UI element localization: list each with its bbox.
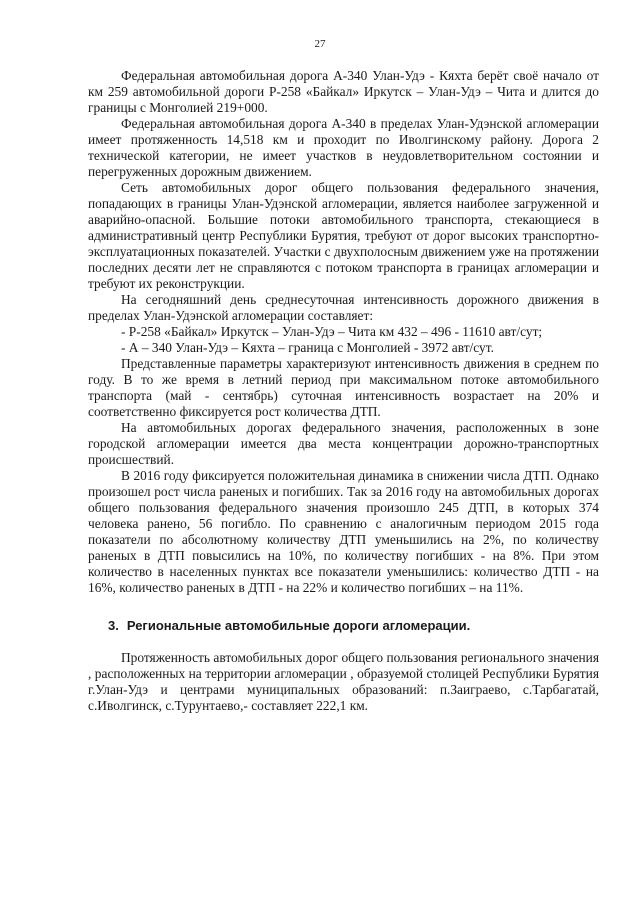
- list-item-a340: - А – 340 Улан-Удэ – Кяхта – граница с Монголией - 3972 авт/сут.: [121, 340, 494, 355]
- paragraph-regional-roads: Протяженность автомобильных дорог общего пользования регионального значения , расположенных на территории агломерации , образуемой столицей Республики Бурятия г.Улан-Удэ и центрами муниципальных образований: п.Заиграево, с.Тарбагатай, с.Иволгинск, с.Турунтаево,- составляет 222,1 км.: [88, 650, 599, 713]
- section-number: 3.: [108, 618, 119, 633]
- paragraph-federal-network: Сеть автомобильных дорог общего пользования федерального значения, попадающих в границы Улан-Удэнской агломерации, является наиболее загруженной и аварийно-опасной. Большие потоки автомобильного транспорта, стекающиеся в административный центр Республики Бурятия, требуют от дорог высоких транспортно-эксплуатационных показателей. Участки с двухполосным движением уже на протяжении последних десяти лет не справляются с потоком транспорта в границах агломерации и требуют их реконструкции.: [88, 180, 599, 291]
- page-number: 27: [314, 38, 326, 50]
- section-title: Региональные автомобильные дороги агломерации.: [126, 618, 471, 633]
- paragraph-a340-origin: Федеральная автомобильная дорога А-340 Улан-Удэ - Кяхта берёт своё начало от км 259 автомобильной дороги Р-258 «Байкал» Иркутск – Улан-Удэ – Чита и длится до границы с Монголией 219+000.: [88, 68, 599, 115]
- paragraph-traffic-intensity: На сегодняшний день среднесуточная интенсивность дорожного движения в пределах Улан-Удэнской агломерации составляет:: [88, 292, 599, 323]
- paragraph-accident-stats: В 2016 году фиксируется положительная динамика в снижении числа ДТП. Однако произошел рост числа раненых и погибших. Так за 2016 году на автомобильных дорогах общего пользования федерального значения произошло 245 ДТП, в которых 374 человека ранено, 56 погибло. По сравнению с аналогичным периодом 2015 года показатели по абсолютному количеству ДТП уменьшились на 2%, по количеству раненых в ДТП повысились на 10%, по количеству погибших - на 8%. При этом количество в населенных пунктах все показатели уменьшились: количество ДТП - на 16%, количество раненых в ДТП - на 22% и количество погибших – на 11%.: [88, 468, 599, 595]
- paragraph-a340-length: Федеральная автомобильная дорога А-340 в пределах Улан-Удэнской агломерации имеет протяженность 14,518 км и проходит по Иволгинскому району. Дорога 2 технической категории, не имеет участков в неудовлетворительном состоянии и перегруженных дорожным движением.: [88, 116, 599, 179]
- paragraph-parameters: Представленные параметры характеризуют интенсивность движения в среднем по году. В то же время в летний период при максимальном потоке автомобильного транспорта (май - сентябрь) суточная интенсивность возрастает на 20% и соответственно фиксируется рост количества ДТП.: [88, 356, 599, 419]
- document-body: [88, 68, 599, 714]
- paragraph-accident-spots: На автомобильных дорогах федерального значения, расположенных в зоне городской агломерации имеется два места концентрации дорожно-транспортных происшествий.: [88, 420, 599, 467]
- section-heading: [108, 618, 599, 634]
- list-item-r258: - Р-258 «Байкал» Иркутск – Улан-Удэ – Чита км 432 – 496 - 11610 авт/сут;: [121, 324, 543, 339]
